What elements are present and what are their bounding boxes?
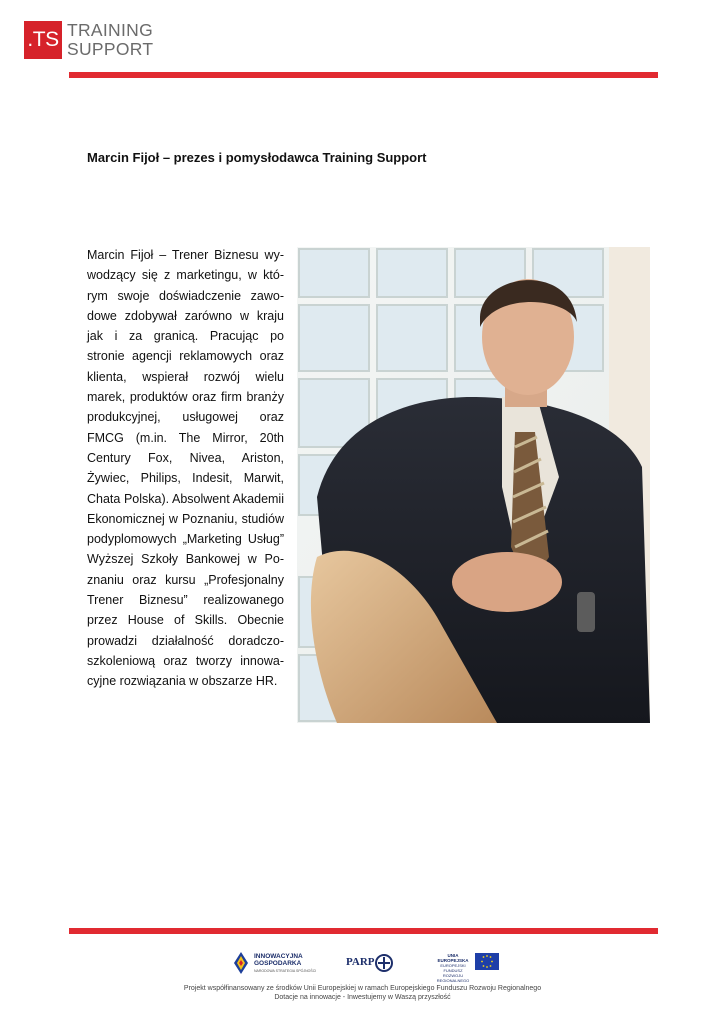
- footer-funding-line: Projekt współfinansowany ze środków Unii Europejskiej w ramach Europejskiego Funduszu Rozwoju Regionalnego: [183, 985, 542, 992]
- eu-flag-icon: [475, 953, 499, 970]
- footer-slogan-line: Dotacje na innowacje - Inwestujemy w Waszą przyszłość: [274, 994, 451, 1001]
- innowacyjna-gospodarka-text: [254, 953, 316, 975]
- sponsor-logos: [230, 950, 510, 983]
- logo-line-training: TRAINING: [67, 20, 154, 40]
- eu-logo-text: [434, 953, 472, 983]
- eu-title: UNIA EUROPEJSKA: [437, 953, 469, 963]
- innovation-star-icon: [234, 952, 248, 974]
- logo-wordmark: [67, 21, 153, 59]
- footer-divider: [69, 928, 658, 934]
- portrait-photo: [297, 247, 650, 723]
- page-title: Marcin Fijoł – prezes i pomysłodawca Training Support: [87, 150, 427, 165]
- ts-logo-mark: .TS: [24, 21, 62, 59]
- parp-emblem-icon: [374, 953, 394, 973]
- header-divider: [69, 72, 658, 78]
- eu-subtitle: EUROPEJSKI FUNDUSZ ROZWOJU REGIONALNEGO: [436, 963, 470, 983]
- logo-line-support: SUPPORT: [67, 39, 154, 59]
- ig-line-2: GOSPODARKA: [254, 960, 302, 967]
- ig-line-1: INNOWACYJNA: [254, 953, 303, 960]
- bio-paragraph: Marcin Fijoł – Trener Biznesu wywodzący się z marketingu, w którym swoje doświadczenie zawodowe zdobywał zarówno w kraju jak i za granicą. Pracując po stronie agencji reklamowych oraz klienta, wspierał rozwój wielu marek, produktów oraz firm branży produkcyjnej, usługowej oraz FMCG (m.in. The Mirror, 20th Century Fox, Nivea, Ariston, Żywiec, Philips, Indesit, Marwit, Chata Polska). Absolwent Akademii Ekonomicznej w Poznaniu, studiów podyplomowych „Marketing Usług” Wyższej Szkoły Bankowej w Poznaniu oraz kursu „Profesjonalny Trener Biznesu” realizowanego przez House of Skills. Obecnie prowadzi działalność doradczo-szkoleniową oraz tworzy innowacyjne rozwiązania w obszarze HR.: [87, 248, 284, 689]
- parp-logo-text: PARP: [346, 956, 375, 968]
- innowacyjna-gospodarka-logo: [230, 950, 320, 978]
- ig-subtitle: NARODOWA STRATEGIA SPÓJNOŚCI: [254, 969, 317, 973]
